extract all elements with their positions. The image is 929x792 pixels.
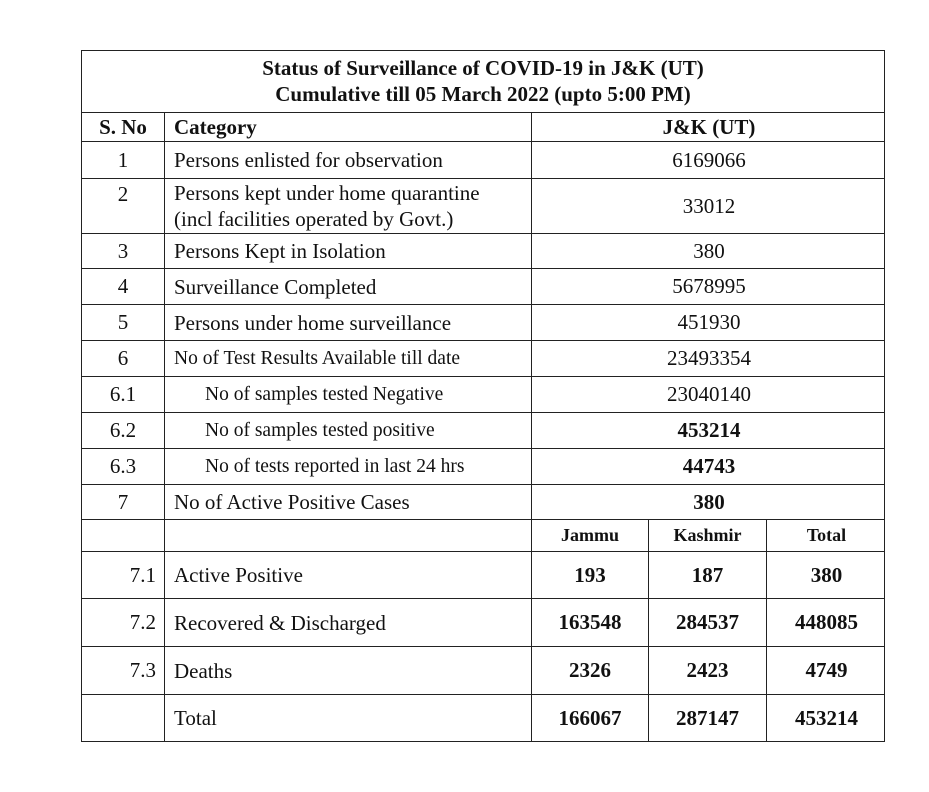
row-category: No of Active Positive Cases: [165, 485, 532, 519]
row-kashmir: 187: [649, 552, 767, 598]
row-total: 453214: [795, 705, 858, 730]
row-category-line-2: (incl facilities operated by Govt.): [174, 207, 454, 231]
row-jammu: 2326: [532, 647, 649, 694]
row-category: Persons Kept in Isolation: [165, 234, 532, 268]
table-row: [82, 341, 884, 377]
row-sno: 3: [82, 234, 165, 268]
table-row: [82, 142, 884, 179]
header-total: Total: [806, 525, 847, 545]
table-title: [82, 51, 884, 113]
row-value: 23040140: [667, 382, 751, 406]
row-category: No of tests reported in last 24 hrs: [165, 449, 532, 484]
row-category: [165, 179, 532, 233]
row-sno: 6.2: [82, 413, 165, 448]
row-sno: 5: [82, 305, 165, 340]
table-row: [82, 599, 884, 647]
row-value: 6169066: [672, 147, 746, 172]
row-category: Total: [165, 695, 532, 741]
row-category: Deaths: [165, 647, 532, 694]
row-sno: 6.1: [82, 377, 165, 412]
row-sno: 1: [82, 142, 165, 178]
header-value: J&K (UT): [662, 114, 756, 139]
row-kashmir: 2423: [649, 647, 767, 694]
header-row: [82, 113, 884, 142]
table-row: [82, 413, 884, 449]
split-header-category: [165, 520, 532, 551]
title-line-1: Status of Surveillance of COVID-19 in J&K (UT): [262, 56, 704, 80]
row-total: 380: [810, 562, 843, 587]
row-value: 44743: [682, 454, 736, 478]
row-sno: 7.2: [82, 599, 165, 646]
table-row: [82, 552, 884, 599]
row-value: 380: [693, 489, 725, 514]
table-row: [82, 269, 884, 305]
row-total: 4749: [805, 658, 848, 682]
surveillance-status-table: [81, 50, 885, 742]
header-jammu: Jammu: [532, 520, 649, 551]
row-sno: 6: [82, 341, 165, 376]
row-category: Recovered & Discharged: [165, 599, 532, 646]
row-value: 451930: [677, 310, 741, 334]
row-value: 5678995: [672, 274, 746, 298]
row-category: No of samples tested Negative: [165, 377, 532, 412]
row-category: Active Positive: [165, 552, 532, 598]
row-category: Surveillance Completed: [165, 269, 532, 304]
row-sno: 4: [82, 269, 165, 304]
row-sno: 6.3: [82, 449, 165, 484]
total-row: [82, 695, 884, 741]
row-value: 453214: [677, 418, 741, 442]
row-category: No of Test Results Available till date: [165, 341, 532, 376]
row-category: Persons under home surveillance: [165, 305, 532, 340]
row-kashmir: 287147: [649, 695, 767, 741]
row-value: 23493354: [667, 346, 751, 370]
row-kashmir: 284537: [649, 599, 767, 646]
row-category-line-1: Persons kept under home quarantine: [174, 181, 480, 205]
split-header-sno: [82, 520, 165, 551]
table-row: [82, 234, 884, 269]
row-sno: 2: [82, 179, 165, 233]
row-total: 448085: [795, 610, 858, 634]
header-sno: S. No: [82, 113, 165, 141]
row-sno: 7.3: [82, 647, 165, 694]
table-row: [82, 377, 884, 413]
row-sno: 7.1: [82, 552, 165, 598]
row-jammu: 166067: [532, 695, 649, 741]
table-row: [82, 485, 884, 520]
header-kashmir: Kashmir: [649, 520, 767, 551]
table-row: [82, 305, 884, 341]
split-header-row: [82, 520, 884, 552]
title-line-2: Cumulative till 05 March 2022 (upto 5:00 PM): [275, 82, 691, 106]
row-category: No of samples tested positive: [165, 413, 532, 448]
table-row: [82, 647, 884, 695]
table-row: [82, 449, 884, 485]
row-sno: 7: [82, 485, 165, 519]
header-category: Category: [165, 113, 532, 141]
row-jammu: 193: [532, 552, 649, 598]
row-sno: [82, 695, 165, 741]
row-value: 33012: [682, 193, 736, 218]
table-row: [82, 179, 884, 234]
row-jammu: 163548: [532, 599, 649, 646]
row-category: Persons enlisted for observation: [165, 142, 532, 178]
row-value: 380: [693, 238, 725, 263]
